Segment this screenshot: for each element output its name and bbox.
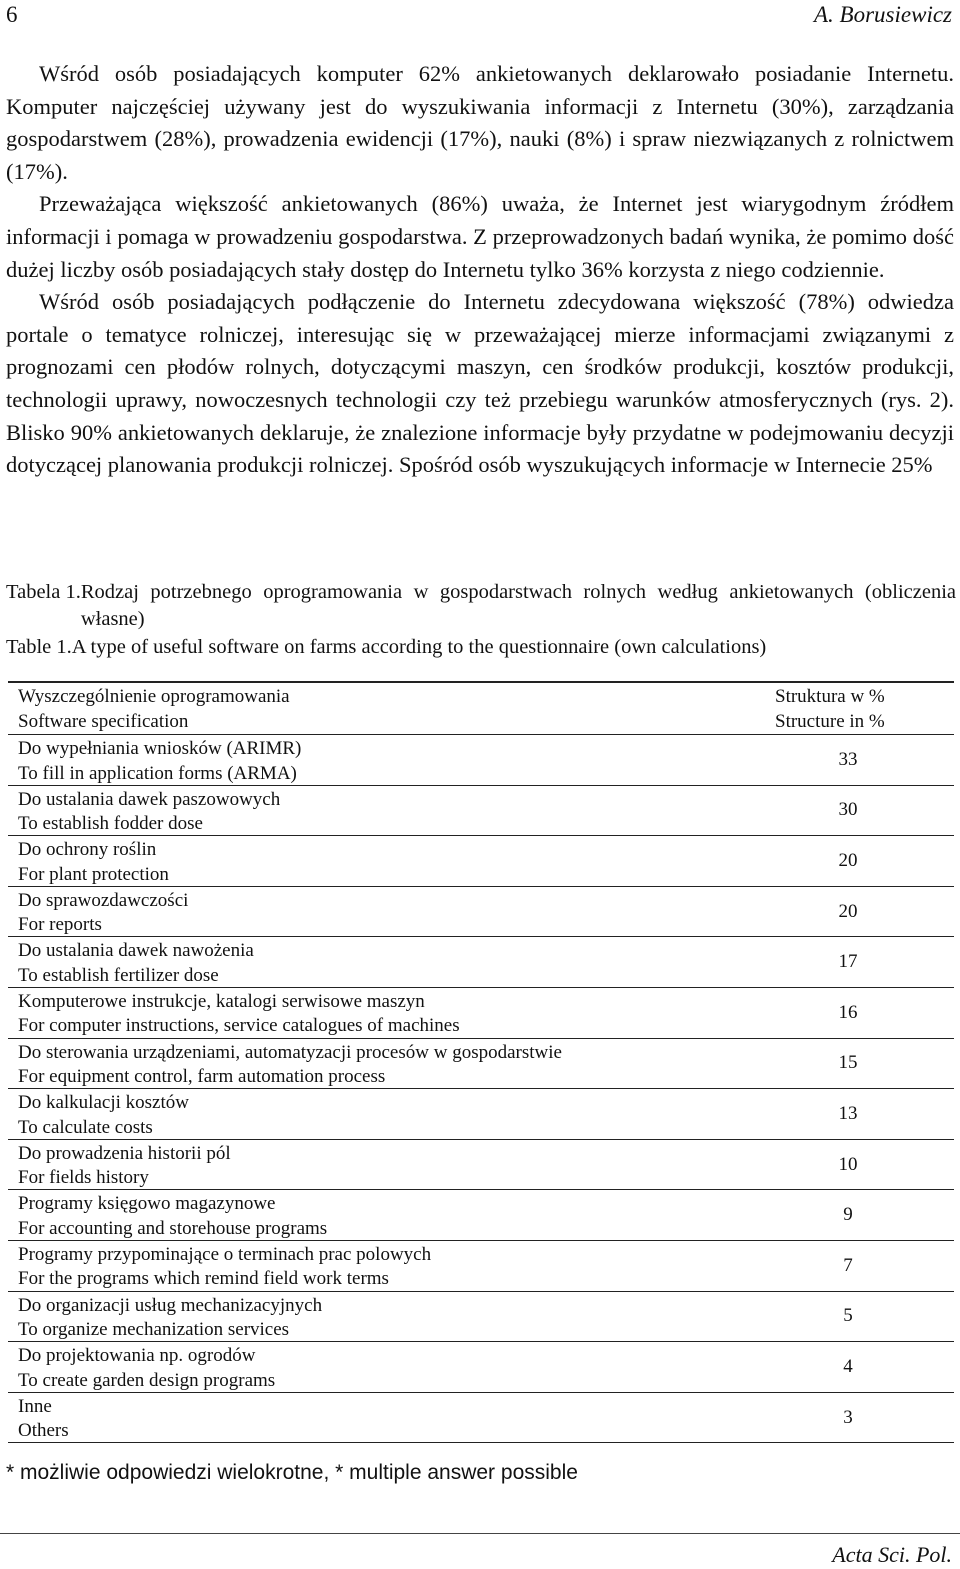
- table-footnote: * możliwie odpowiedzi wielokrotne, * multiple answer possible: [6, 1461, 578, 1484]
- row-value: 33: [838, 748, 858, 770]
- row-value: 20: [838, 900, 858, 922]
- column-header-structure: [775, 685, 935, 736]
- row-label-pl: Inne: [18, 1395, 52, 1417]
- table-row: [8, 735, 954, 786]
- row-label-pl: Do projektowania np. ogrodów: [18, 1345, 256, 1367]
- table-header-row: [8, 681, 954, 735]
- row-value: 3: [843, 1406, 853, 1428]
- table-row: [8, 1241, 954, 1292]
- row-label-en: For fields history: [18, 1167, 149, 1189]
- row-specification: [18, 838, 169, 887]
- row-label-en: To organize mechanization services: [18, 1319, 290, 1341]
- row-label-pl: Do prowadzenia historii pól: [18, 1142, 231, 1164]
- row-label-en: For accounting and storehouse programs: [18, 1217, 328, 1239]
- paragraph: Wśród osób posiadających komputer 62% ankietowanych deklarowało posiadanie Internetu. Komputer najczęściej używany jest do wyszukiwania informacji z Internetu (30%), zarządzania gospodarstwem (28%), prowadzenia ewidencji (17%), nauki (8%) i spraw niezwiązanych z rolnictwem (17%).: [6, 61, 954, 184]
- row-specification: [18, 737, 301, 786]
- table-caption-en: [6, 634, 956, 661]
- row-value: 20: [838, 849, 858, 871]
- row-label-pl: Do wypełniania wniosków (ARIMR): [18, 738, 302, 759]
- table-row: [8, 1140, 954, 1191]
- table-row: [8, 937, 954, 988]
- table-caption-pl: [6, 579, 956, 633]
- software-table: [8, 681, 954, 1443]
- column-header-en: Software specification: [18, 710, 189, 732]
- row-label-en: For computer instructions, service catalogues of machines: [18, 1015, 460, 1037]
- table-row: [8, 1089, 954, 1140]
- column-header-en: Structure in %: [775, 710, 885, 732]
- column-header-pl: Wyszczególnienie oprogramowania: [18, 686, 290, 707]
- table-row: [8, 1039, 954, 1090]
- table-row: [8, 836, 954, 887]
- row-specification: [18, 1294, 322, 1343]
- row-value: 5: [843, 1305, 853, 1327]
- row-label-en: Others: [18, 1420, 69, 1442]
- row-value: 7: [843, 1254, 853, 1276]
- row-label-pl: Do ochrony roślin: [18, 839, 157, 861]
- row-value: 16: [838, 1001, 858, 1023]
- row-label-en: To establish fertilizer dose: [18, 964, 219, 986]
- row-value: 30: [838, 799, 858, 821]
- row-label-pl: Komputerowe instrukcje, katalogi serwisowe maszyn: [18, 990, 425, 1012]
- row-label-en: To calculate costs: [18, 1116, 153, 1138]
- row-specification: [18, 788, 280, 837]
- row-label-pl: Do sprawozdawczości: [18, 889, 189, 911]
- row-specification: [18, 1243, 431, 1292]
- row-specification: [18, 1192, 327, 1241]
- table-row: [8, 988, 954, 1039]
- table-row: [8, 1292, 954, 1343]
- caption-text: Rodzaj potrzebnego oprogramowania w gospodarstwach rolnych według ankietowanych (obliczenia własne): [80, 581, 956, 630]
- row-specification: [18, 1344, 275, 1393]
- table-row: [8, 1393, 954, 1444]
- caption-label: Table 1.: [6, 636, 72, 658]
- row-value: 10: [838, 1153, 858, 1175]
- journal-name: Acta Sci. Pol.: [832, 1542, 952, 1567]
- row-value: 4: [843, 1355, 853, 1377]
- table-row: [8, 786, 954, 837]
- table-row: [8, 1190, 954, 1241]
- row-specification: [18, 990, 460, 1039]
- running-author: A. Borusiewicz: [814, 2, 952, 27]
- caption-label: Tabela 1.: [6, 581, 81, 603]
- row-label-en: To fill in application forms (ARMA): [18, 762, 297, 784]
- column-header-specification: [18, 685, 290, 734]
- table-row: [8, 887, 954, 938]
- row-specification: [18, 939, 254, 988]
- row-label-en: For equipment control, farm automation process: [18, 1066, 386, 1088]
- paragraph: Przeważająca większość ankietowanych (86%) uważa, że Internet jest wiarygodnym źródłem informacji i pomaga w prowadzeniu gospodarstwa. Z przeprowadzonych badań wynika, że pomimo dość dużej liczby osób posiadających stały dostęp do Internetu tylko 36% korzysta z niego codziennie.: [6, 191, 954, 282]
- row-label-pl: Programy księgowo magazynowe: [18, 1193, 276, 1215]
- caption-text: A type of useful software on farms according to the questionnaire (own calculations): [71, 636, 767, 658]
- table-body: [8, 735, 954, 1443]
- row-specification: [18, 1041, 562, 1090]
- row-value: 15: [838, 1052, 858, 1074]
- row-value: 13: [838, 1102, 858, 1124]
- row-label-pl: Do kalkulacji kosztów: [18, 1092, 189, 1114]
- row-specification: [18, 1091, 189, 1140]
- row-label-pl: Programy przypominające o terminach prac polowych: [18, 1243, 432, 1265]
- row-value: 9: [843, 1204, 853, 1226]
- paragraph: Wśród osób posiadających podłączenie do Internetu zdecydowana większość (78%) odwiedza portale o tematyce rolniczej, interesując się w przeważającej mierze informacjami związanymi z prognozami cen płodów rolnych, dotyczącymi maszyn, cen środków produkcji, kosztów produkcji, technologii uprawy, nowoczesnych technologii czy też przebiegu warunków atmosferycznych (rys. 2). Blisko 90% ankietowanych deklaruje, że znalezione informacje były przydatne w podejmowaniu decyzji dotyczącej planowania produkcji rolniczej. Spośród osób wyszukujących informacje w Internecie 25%: [6, 289, 954, 478]
- row-specification: [18, 1395, 69, 1444]
- row-specification: [18, 1142, 231, 1191]
- row-label-en: To establish fodder dose: [18, 813, 203, 835]
- table-row: [8, 1342, 954, 1393]
- row-label-en: To create garden design programs: [18, 1369, 276, 1391]
- row-label-pl: Do ustalania dawek nawożenia: [18, 940, 254, 962]
- page-header: [0, 0, 960, 30]
- row-label-pl: Do organizacji usług mechanizacyjnych: [18, 1294, 323, 1316]
- page-number: 6: [6, 2, 18, 27]
- body-text: [6, 58, 954, 482]
- row-label-pl: Do ustalania dawek paszowowych: [18, 788, 281, 810]
- column-header-pl: Struktura w %: [775, 686, 885, 707]
- row-label-en: For the programs which remind field work terms: [18, 1268, 389, 1290]
- row-value: 17: [838, 951, 858, 973]
- row-specification: [18, 889, 188, 938]
- row-label-pl: Do sterowania urządzeniami, automatyzacji procesów w gospodarstwie: [18, 1041, 562, 1063]
- row-label-en: For plant protection: [18, 863, 169, 885]
- row-label-en: For reports: [18, 914, 102, 936]
- footer-divider: [0, 1533, 960, 1534]
